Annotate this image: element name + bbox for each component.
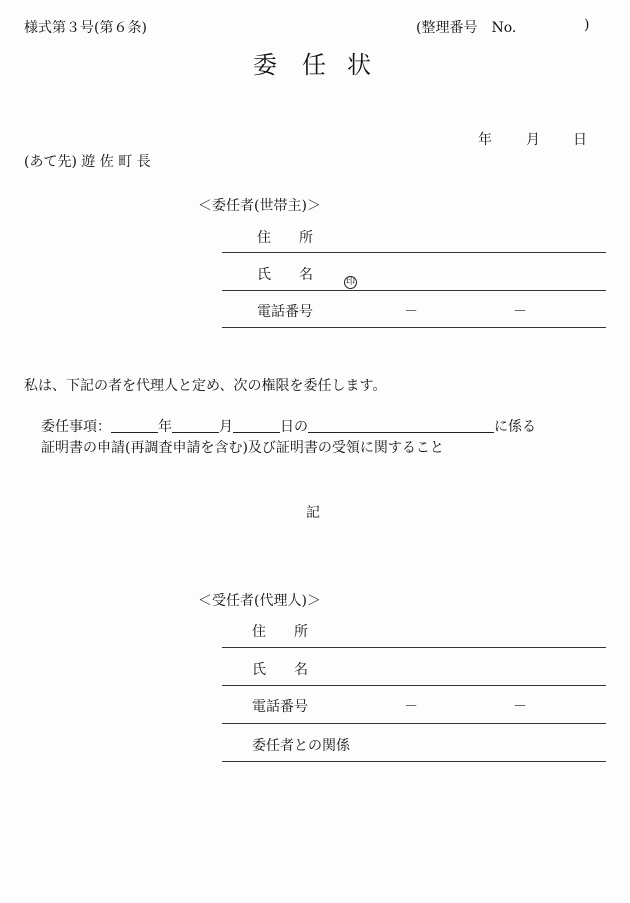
delegation-statement: 私は、下記の者を代理人と定め、次の権限を委任します。 bbox=[24, 378, 387, 394]
delegator-name-label: 氏 名 bbox=[257, 267, 313, 283]
reference-number-label: (整理番号 No. bbox=[416, 20, 517, 36]
delegator-name-line[interactable] bbox=[222, 290, 606, 291]
delegator-phone-separator-1: － bbox=[404, 304, 418, 320]
matters-year-label: 年 bbox=[158, 419, 172, 435]
matters-month-label: 月 bbox=[219, 419, 233, 435]
proxy-phone-separator-1: － bbox=[404, 699, 418, 715]
matters-description: 証明書の申請(再調査申請を含む)及び証明書の受領に関すること bbox=[41, 440, 444, 456]
matters-year-blank[interactable] bbox=[111, 418, 158, 433]
proxy-relation-label: 委任者との関係 bbox=[252, 738, 350, 754]
seal-icon: 印 bbox=[345, 277, 355, 287]
title-char-2: 任 bbox=[302, 51, 326, 79]
proxy-relation-line[interactable] bbox=[222, 761, 606, 762]
date-day-label: 日 bbox=[573, 132, 587, 148]
delegator-address-label: 住 所 bbox=[257, 230, 313, 246]
date-month-label: 月 bbox=[526, 132, 540, 148]
title-char-1: 委 bbox=[253, 51, 277, 79]
delegator-phone-line[interactable] bbox=[222, 327, 606, 328]
matters-day-label: 日の bbox=[280, 419, 308, 435]
form-number: 様式第３号(第６条) bbox=[24, 20, 147, 36]
addressee: (あて先) 遊 佐 町 長 bbox=[24, 154, 151, 170]
proxy-heading: ＜受任者(代理人)＞ bbox=[198, 593, 321, 609]
proxy-name-label: 氏 名 bbox=[252, 662, 308, 678]
reference-number-close: ) bbox=[584, 17, 590, 33]
matters-related-label: に係る bbox=[494, 419, 536, 435]
proxy-name-line[interactable] bbox=[222, 685, 606, 686]
delegator-heading: ＜委任者(世帯主)＞ bbox=[198, 198, 321, 214]
matters-subject-blank[interactable] bbox=[308, 418, 494, 433]
matters-month-blank[interactable] bbox=[172, 418, 219, 433]
matters-day-blank[interactable] bbox=[233, 418, 280, 433]
proxy-address-line[interactable] bbox=[222, 647, 606, 648]
proxy-phone-separator-2: － bbox=[513, 699, 527, 715]
delegator-address-line[interactable] bbox=[222, 252, 606, 253]
date-year-label: 年 bbox=[478, 132, 492, 148]
proxy-phone-line[interactable] bbox=[222, 723, 606, 724]
proxy-phone-label: 電話番号 bbox=[252, 699, 308, 715]
ki-heading: 記 bbox=[306, 505, 320, 521]
delegator-phone-label: 電話番号 bbox=[257, 304, 313, 320]
delegator-phone-separator-2: － bbox=[513, 304, 527, 320]
proxy-address-label: 住 所 bbox=[252, 624, 308, 640]
matters-label: 委任事項： bbox=[41, 419, 111, 435]
delegation-matters bbox=[41, 416, 536, 436]
title-char-3: 状 bbox=[347, 51, 371, 79]
